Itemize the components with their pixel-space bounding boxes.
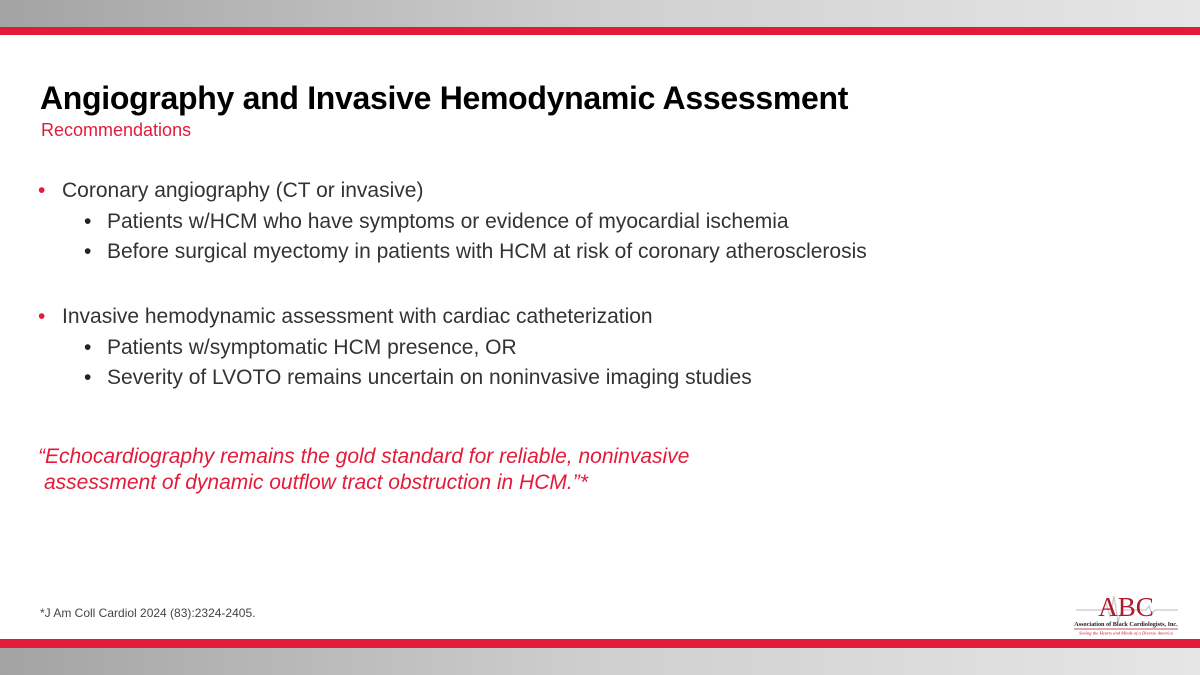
slide-subtitle: Recommendations <box>41 120 192 140</box>
quote-line: “Echocardiography remains the gold standard for reliable, noninvasive <box>38 445 690 468</box>
sub-bullet-text: Before surgical myectomy in patients with HCM at risk of coronary atherosclerosis <box>107 240 867 263</box>
level1-bullet <box>38 304 1038 330</box>
bullet-icon: • <box>84 210 92 233</box>
sub-bullet-list <box>38 333 1038 393</box>
sub-bullet-text: Patients w/HCM who have symptoms or evidence of myocardial ischemia <box>107 210 789 233</box>
logo-abbr: ABC <box>1098 592 1154 622</box>
sub-bullet-text: Severity of LVOTO remains uncertain on noninvasive imaging studies <box>107 366 752 389</box>
logo-name: Association of Black Cardiologists, Inc. <box>1074 621 1178 628</box>
quote-line: assessment of dynamic outflow tract obstruction in HCM.”* <box>44 471 588 494</box>
citation-footnote: *J Am Coll Cardiol 2024 (83):2324-2405. <box>40 606 256 620</box>
recommendation-list <box>38 178 1038 430</box>
level1-bullet <box>38 178 1038 204</box>
top-gray-bar <box>0 0 1200 27</box>
red-bullet-icon: • <box>38 179 46 202</box>
echo-quote <box>38 444 778 496</box>
level2-bullet <box>38 333 1038 363</box>
top-red-stripe <box>0 27 1200 35</box>
red-bullet-icon: • <box>38 305 46 328</box>
bullet-icon: • <box>84 336 92 359</box>
level2-bullet <box>38 207 1038 237</box>
bottom-red-stripe <box>0 639 1200 648</box>
bullet-icon: • <box>84 366 92 389</box>
bullet-icon: • <box>84 240 92 263</box>
sub-bullet-list <box>38 207 1038 267</box>
slide-title: Angiography and Invasive Hemodynamic Assessment <box>40 80 849 116</box>
bullet-text: Invasive hemodynamic assessment with cardiac catheterization <box>62 305 653 328</box>
logo-tagline: Saving the Hearts and Minds of a Diverse America <box>1079 630 1173 636</box>
level2-bullet <box>38 237 1038 267</box>
sub-bullet-text: Patients w/symptomatic HCM presence, OR <box>107 336 517 359</box>
bottom-gray-bar <box>0 648 1200 675</box>
abc-logo <box>1068 586 1184 638</box>
level2-bullet <box>38 363 1038 393</box>
recommendation-group <box>38 304 1038 393</box>
recommendation-group <box>38 178 1038 267</box>
bullet-text: Coronary angiography (CT or invasive) <box>62 179 424 202</box>
